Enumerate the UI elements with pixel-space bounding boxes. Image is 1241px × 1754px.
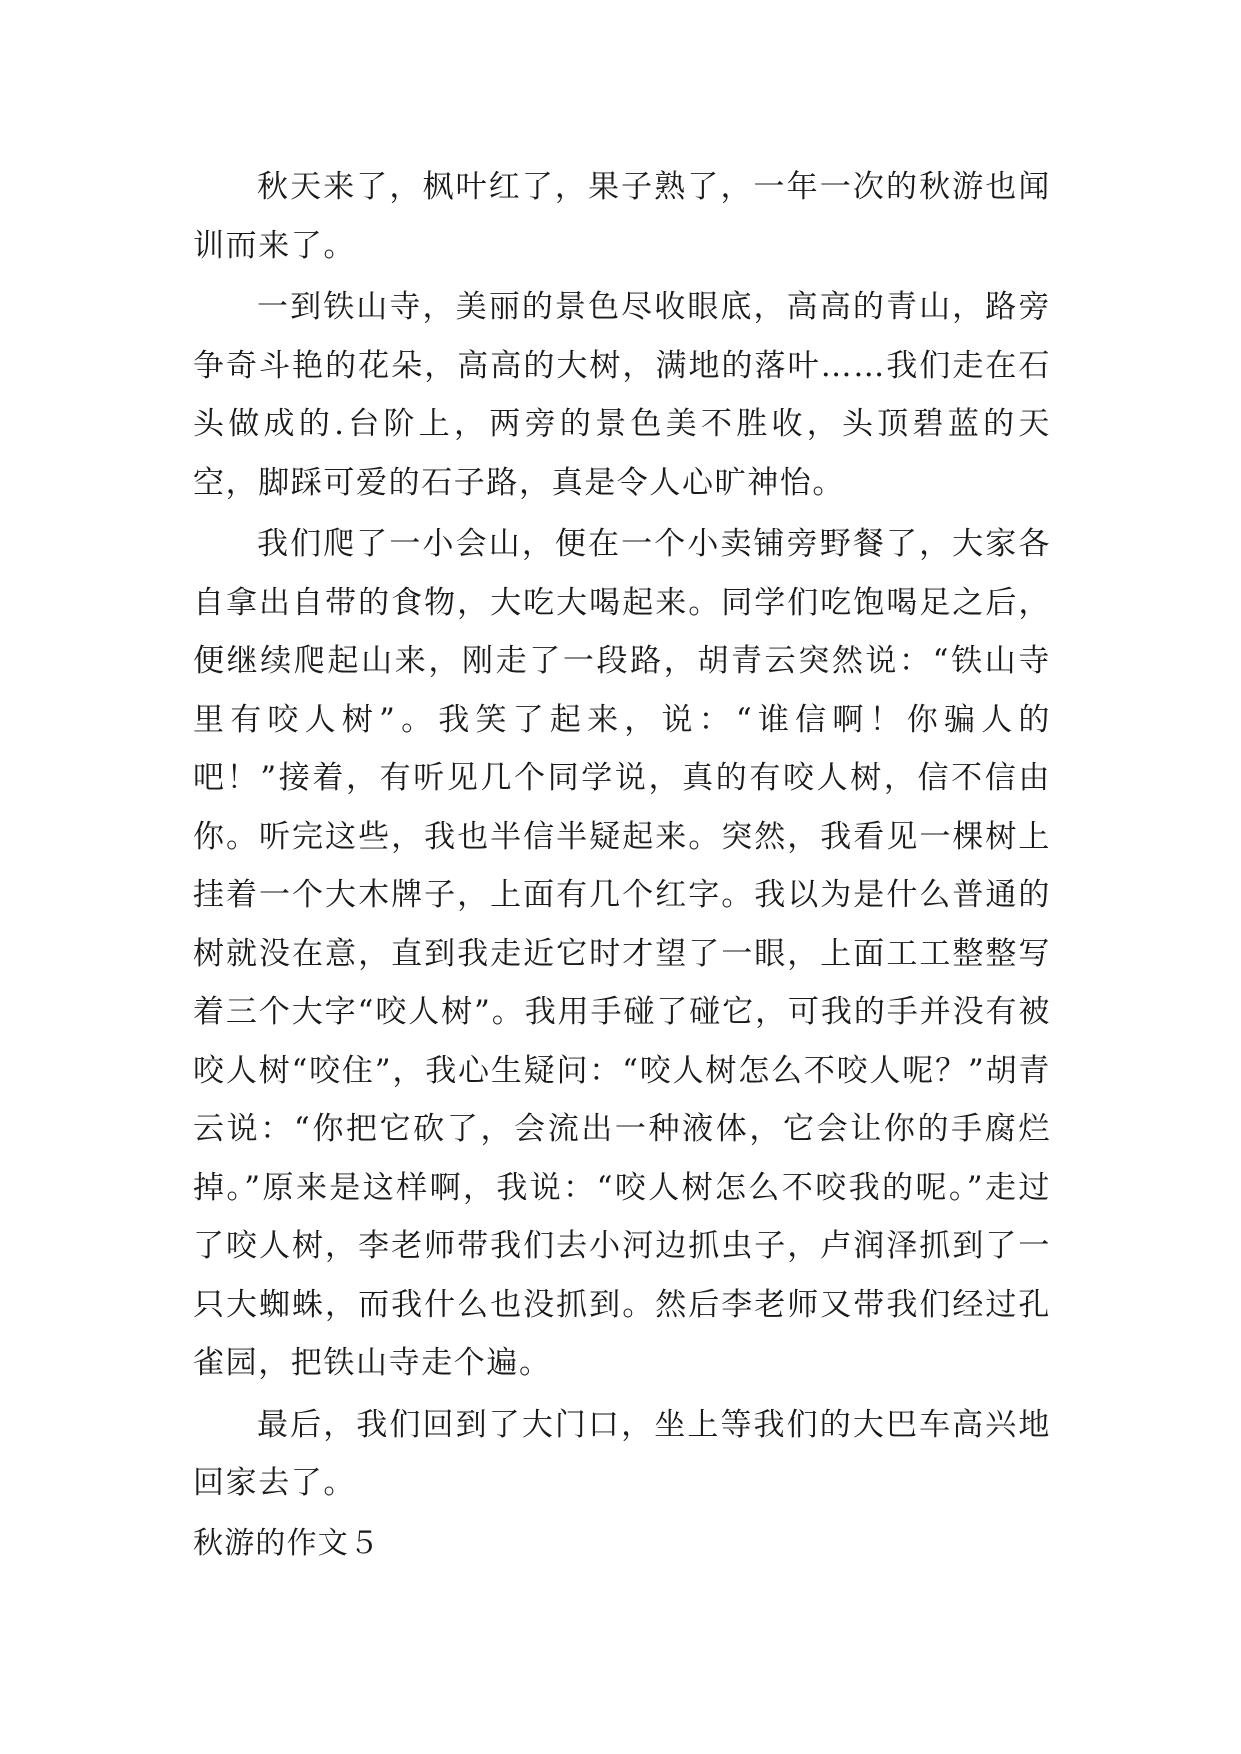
document-page — [193, 158, 1051, 1573]
next-essay-heading: 秋游的作文５ — [193, 1525, 381, 1561]
paragraph-autumn-arrives: 秋天来了，枫叶红了，果子熟了，一年一次的秋游也闻训而来了。 — [193, 169, 1051, 264]
paragraph-biting-tree: 我们爬了一小会山，便在一个小卖铺旁野餐了，大家各自拿出自带的食物，大吃大喝起来。同学们吃饱喝足之后，便继续爬起山来，刚走了一段路，胡青云突然说：“铁山寺里有咬人树”。我笑了起来，说：“谁信啊！你骗人的吧！”接着，有听见几个同学说，真的有咬人树，信不信由你。听完这些，我也半信半疑起来。突然，我看见一棵树上挂着一个大木牌子，上面有几个红字。我以为是什么普通的树就没在意，直到我走近它时才望了一眼，上面工工整整写着三个大字“咬人树”。我用手碰了碰它，可我的手并没有被咬人树“咬住”，我心生疑问：“咬人树怎么不咬人呢？”胡青云说：“你把它砍了，会流出一种液体，它会让你的手腐烂掉。”原来是这样啊，我说：“咬人树怎么不咬我的呢。”走过了咬人树，李老师带我们去小河边抓虫子，卢润泽抓到了一只大蜘蛛，而我什么也没抓到。然后李老师又带我们经过孔雀园，把铁山寺走个遍。 — [193, 526, 1051, 1381]
paragraph-tieshan-temple-scenery: 一到铁山寺，美丽的景色尽收眼底，高高的青山，路旁争奇斗艳的花朵，高高的大树，满地的落叶……我们走在石头做成的.台阶上，两旁的景色美不胜收，头顶碧蓝的天空，脚踩可爱的石子路，真是令人心旷神怡。 — [193, 289, 1051, 501]
paragraph-return-home: 最后，我们回到了大门口，坐上等我们的大巴车高兴地回家去了。 — [193, 1406, 1051, 1501]
